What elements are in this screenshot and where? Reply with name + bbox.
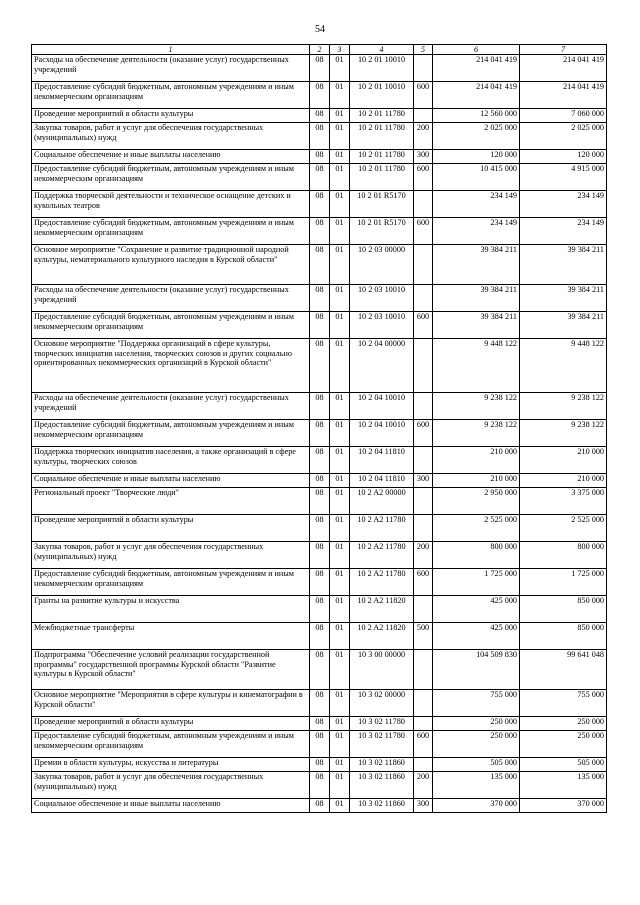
amount-col7: 210 000 bbox=[520, 447, 607, 474]
amount-col6: 39 384 211 bbox=[433, 245, 520, 285]
subsection-code: 01 bbox=[330, 218, 350, 245]
expense-type-code: 200 bbox=[414, 772, 433, 799]
amount-col6: 234 149 bbox=[433, 218, 520, 245]
amount-col7: 214 041 419 bbox=[520, 82, 607, 109]
column-number: 2 bbox=[310, 45, 330, 55]
amount-col7: 99 641 048 bbox=[520, 650, 607, 690]
subsection-code: 01 bbox=[330, 82, 350, 109]
amount-col7: 2 525 000 bbox=[520, 515, 607, 542]
expense-type-code: 600 bbox=[414, 218, 433, 245]
row-name: Предоставление субсидий бюджетным, автономным учреждениям и иным некоммерческим организациям bbox=[32, 218, 310, 245]
row-name: Межбюджетные трансферты bbox=[32, 623, 310, 650]
amount-col6: 9 448 122 bbox=[433, 339, 520, 393]
amount-col6: 104 509 830 bbox=[433, 650, 520, 690]
amount-col7: 755 000 bbox=[520, 690, 607, 717]
target-article-code: 10 2 A2 11780 bbox=[350, 515, 414, 542]
table-row bbox=[32, 474, 607, 488]
target-article-code: 10 2 04 11810 bbox=[350, 447, 414, 474]
target-article-code: 10 2 A2 11780 bbox=[350, 569, 414, 596]
row-name: Расходы на обеспечение деятельности (оказание услуг) государственных учреждений bbox=[32, 285, 310, 312]
amount-col6: 425 000 bbox=[433, 596, 520, 623]
section-code: 08 bbox=[310, 55, 330, 82]
expense-type-code bbox=[414, 55, 433, 82]
amount-col6: 2 950 000 bbox=[433, 488, 520, 515]
row-name: Проведение мероприятий в области культуры bbox=[32, 515, 310, 542]
section-code: 08 bbox=[310, 690, 330, 717]
table-row bbox=[32, 515, 607, 542]
subsection-code: 01 bbox=[330, 191, 350, 218]
amount-col7: 850 000 bbox=[520, 623, 607, 650]
amount-col6: 9 238 122 bbox=[433, 393, 520, 420]
subsection-code: 01 bbox=[330, 623, 350, 650]
section-code: 08 bbox=[310, 772, 330, 799]
table-row bbox=[32, 339, 607, 393]
table-row bbox=[32, 245, 607, 285]
amount-col6: 214 041 419 bbox=[433, 82, 520, 109]
amount-col7: 39 384 211 bbox=[520, 312, 607, 339]
row-name: Закупка товаров, работ и услуг для обеспечения государственных (муниципальных) нужд bbox=[32, 542, 310, 569]
expense-type-code bbox=[414, 650, 433, 690]
amount-col6: 1 725 000 bbox=[433, 569, 520, 596]
table-row bbox=[32, 488, 607, 515]
section-code: 08 bbox=[310, 420, 330, 447]
expense-type-code bbox=[414, 109, 433, 123]
target-article-code: 10 3 02 00000 bbox=[350, 690, 414, 717]
target-article-code: 10 3 02 11780 bbox=[350, 717, 414, 731]
amount-col7: 250 000 bbox=[520, 731, 607, 758]
target-article-code: 10 3 02 11860 bbox=[350, 772, 414, 799]
row-name: Региональный проект "Творческие люди" bbox=[32, 488, 310, 515]
section-code: 08 bbox=[310, 312, 330, 339]
target-article-code: 10 2 01 11780 bbox=[350, 109, 414, 123]
section-code: 08 bbox=[310, 515, 330, 542]
subsection-code: 01 bbox=[330, 650, 350, 690]
table-row bbox=[32, 109, 607, 123]
section-code: 08 bbox=[310, 339, 330, 393]
table-row bbox=[32, 82, 607, 109]
row-name: Предоставление субсидий бюджетным, автономным учреждениям и иным некоммерческим организациям bbox=[32, 312, 310, 339]
table-row bbox=[32, 650, 607, 690]
target-article-code: 10 2 A2 11780 bbox=[350, 542, 414, 569]
expense-type-code bbox=[414, 245, 433, 285]
expense-type-code: 300 bbox=[414, 150, 433, 164]
amount-col6: 2 525 000 bbox=[433, 515, 520, 542]
subsection-code: 01 bbox=[330, 393, 350, 420]
subsection-code: 01 bbox=[330, 569, 350, 596]
expense-type-code: 200 bbox=[414, 542, 433, 569]
expense-type-code bbox=[414, 758, 433, 772]
section-code: 08 bbox=[310, 164, 330, 191]
subsection-code: 01 bbox=[330, 312, 350, 339]
row-name: Закупка товаров, работ и услуг для обеспечения государственных (муниципальных) нужд bbox=[32, 123, 310, 150]
table-row bbox=[32, 191, 607, 218]
subsection-code: 01 bbox=[330, 596, 350, 623]
row-name: Закупка товаров, работ и услуг для обеспечения государственных (муниципальных) нужд bbox=[32, 772, 310, 799]
column-number: 3 bbox=[330, 45, 350, 55]
amount-col6: 234 149 bbox=[433, 191, 520, 218]
section-code: 08 bbox=[310, 650, 330, 690]
target-article-code: 10 2 01 10010 bbox=[350, 82, 414, 109]
target-article-code: 10 3 02 11860 bbox=[350, 758, 414, 772]
amount-col6: 250 000 bbox=[433, 717, 520, 731]
target-article-code: 10 2 01 11780 bbox=[350, 164, 414, 191]
row-name: Социальное обеспечение и иные выплаты населению bbox=[32, 474, 310, 488]
table-row bbox=[32, 447, 607, 474]
row-name: Гранты на развитие культуры и искусства bbox=[32, 596, 310, 623]
amount-col6: 120 000 bbox=[433, 150, 520, 164]
table-row bbox=[32, 758, 607, 772]
subsection-code: 01 bbox=[330, 447, 350, 474]
section-code: 08 bbox=[310, 447, 330, 474]
column-number: 4 bbox=[350, 45, 414, 55]
row-name: Предоставление субсидий бюджетным, автономным учреждениям и иным некоммерческим организациям bbox=[32, 164, 310, 191]
target-article-code: 10 2 01 11780 bbox=[350, 123, 414, 150]
target-article-code: 10 2 03 10010 bbox=[350, 312, 414, 339]
table-row bbox=[32, 731, 607, 758]
section-code: 08 bbox=[310, 717, 330, 731]
section-code: 08 bbox=[310, 393, 330, 420]
subsection-code: 01 bbox=[330, 758, 350, 772]
section-code: 08 bbox=[310, 799, 330, 813]
section-code: 08 bbox=[310, 488, 330, 515]
subsection-code: 01 bbox=[330, 55, 350, 82]
subsection-code: 01 bbox=[330, 542, 350, 569]
column-number: 1 bbox=[32, 45, 310, 55]
row-name: Основное мероприятие "Мероприятия в сфере культуры и кинематографии в Курской области" bbox=[32, 690, 310, 717]
amount-col6: 210 000 bbox=[433, 447, 520, 474]
table-row bbox=[32, 164, 607, 191]
expense-type-code: 200 bbox=[414, 123, 433, 150]
section-code: 08 bbox=[310, 758, 330, 772]
amount-col7: 39 384 211 bbox=[520, 245, 607, 285]
expense-type-code bbox=[414, 447, 433, 474]
table-row bbox=[32, 150, 607, 164]
amount-col7: 850 000 bbox=[520, 596, 607, 623]
target-article-code: 10 3 00 00000 bbox=[350, 650, 414, 690]
amount-col7: 210 000 bbox=[520, 474, 607, 488]
expense-type-code bbox=[414, 596, 433, 623]
subsection-code: 01 bbox=[330, 285, 350, 312]
subsection-code: 01 bbox=[330, 772, 350, 799]
amount-col6: 800 000 bbox=[433, 542, 520, 569]
row-name: Предоставление субсидий бюджетным, автономным учреждениям и иным некоммерческим организациям bbox=[32, 420, 310, 447]
expense-type-code: 300 bbox=[414, 799, 433, 813]
table-row bbox=[32, 717, 607, 731]
section-code: 08 bbox=[310, 285, 330, 312]
subsection-code: 01 bbox=[330, 123, 350, 150]
amount-col6: 214 041 419 bbox=[433, 55, 520, 82]
row-name: Основное мероприятие "Сохранение и развитие традиционной народной культуры, нематериального культурного наследия в Курской области" bbox=[32, 245, 310, 285]
table-row bbox=[32, 542, 607, 569]
subsection-code: 01 bbox=[330, 690, 350, 717]
expense-type-code: 500 bbox=[414, 623, 433, 650]
expense-type-code bbox=[414, 690, 433, 717]
table-row bbox=[32, 690, 607, 717]
amount-col7: 505 000 bbox=[520, 758, 607, 772]
expense-type-code: 600 bbox=[414, 164, 433, 191]
target-article-code: 10 2 A2 11820 bbox=[350, 596, 414, 623]
row-name: Предоставление субсидий бюджетным, автономным учреждениям и иным некоммерческим организациям bbox=[32, 731, 310, 758]
amount-col7: 135 000 bbox=[520, 772, 607, 799]
row-name: Социальное обеспечение и иные выплаты населению bbox=[32, 799, 310, 813]
target-article-code: 10 3 02 11780 bbox=[350, 731, 414, 758]
amount-col7: 234 149 bbox=[520, 191, 607, 218]
expense-type-code: 600 bbox=[414, 312, 433, 339]
subsection-code: 01 bbox=[330, 245, 350, 285]
column-number: 6 bbox=[433, 45, 520, 55]
table-row bbox=[32, 623, 607, 650]
amount-col6: 210 000 bbox=[433, 474, 520, 488]
section-code: 08 bbox=[310, 623, 330, 650]
amount-col7: 9 238 122 bbox=[520, 393, 607, 420]
amount-col6: 39 384 211 bbox=[433, 285, 520, 312]
subsection-code: 01 bbox=[330, 339, 350, 393]
amount-col6: 39 384 211 bbox=[433, 312, 520, 339]
amount-col7: 800 000 bbox=[520, 542, 607, 569]
expense-type-code bbox=[414, 717, 433, 731]
section-code: 08 bbox=[310, 569, 330, 596]
amount-col6: 2 025 000 bbox=[433, 123, 520, 150]
amount-col6: 12 560 000 bbox=[433, 109, 520, 123]
section-code: 08 bbox=[310, 109, 330, 123]
expense-type-code bbox=[414, 339, 433, 393]
row-name: Расходы на обеспечение деятельности (оказание услуг) государственных учреждений bbox=[32, 393, 310, 420]
section-code: 08 bbox=[310, 191, 330, 218]
subsection-code: 01 bbox=[330, 150, 350, 164]
amount-col7: 120 000 bbox=[520, 150, 607, 164]
amount-col6: 250 000 bbox=[433, 731, 520, 758]
amount-col7: 9 448 122 bbox=[520, 339, 607, 393]
section-code: 08 bbox=[310, 82, 330, 109]
expense-type-code bbox=[414, 285, 433, 312]
subsection-code: 01 bbox=[330, 420, 350, 447]
amount-col6: 425 000 bbox=[433, 623, 520, 650]
expense-type-code: 600 bbox=[414, 731, 433, 758]
target-article-code: 10 2 01 10010 bbox=[350, 55, 414, 82]
target-article-code: 10 2 04 11810 bbox=[350, 474, 414, 488]
row-name: Проведение мероприятий в области культуры bbox=[32, 717, 310, 731]
row-name: Социальное обеспечение и иные выплаты населению bbox=[32, 150, 310, 164]
row-name: Премии в области культуры, искусства и литературы bbox=[32, 758, 310, 772]
expense-type-code: 600 bbox=[414, 420, 433, 447]
table-row bbox=[32, 393, 607, 420]
section-code: 08 bbox=[310, 474, 330, 488]
amount-col7: 370 000 bbox=[520, 799, 607, 813]
expense-type-code: 600 bbox=[414, 82, 433, 109]
section-code: 08 bbox=[310, 123, 330, 150]
target-article-code: 10 2 03 10010 bbox=[350, 285, 414, 312]
amount-col6: 505 000 bbox=[433, 758, 520, 772]
row-name: Подпрограмма "Обеспечение условий реализации государственной программы" государственной программы Курской области "Развитие культуры в Курской области" bbox=[32, 650, 310, 690]
row-name: Расходы на обеспечение деятельности (оказание услуг) государственных учреждений bbox=[32, 55, 310, 82]
table-row bbox=[32, 772, 607, 799]
table-row bbox=[32, 312, 607, 339]
target-article-code: 10 2 04 10010 bbox=[350, 420, 414, 447]
expense-type-code bbox=[414, 515, 433, 542]
column-number: 7 bbox=[520, 45, 607, 55]
amount-col7: 4 915 000 bbox=[520, 164, 607, 191]
section-code: 08 bbox=[310, 218, 330, 245]
row-name: Поддержка творческих инициатив населения, а также организаций в сфере культуры, творческих союзов bbox=[32, 447, 310, 474]
target-article-code: 10 2 03 00000 bbox=[350, 245, 414, 285]
target-article-code: 10 2 A2 00000 bbox=[350, 488, 414, 515]
section-code: 08 bbox=[310, 245, 330, 285]
expense-type-code: 600 bbox=[414, 569, 433, 596]
amount-col6: 370 000 bbox=[433, 799, 520, 813]
amount-col7: 234 149 bbox=[520, 218, 607, 245]
amount-col7: 2 025 000 bbox=[520, 123, 607, 150]
target-article-code: 10 2 04 00000 bbox=[350, 339, 414, 393]
expense-type-code bbox=[414, 393, 433, 420]
amount-col7: 9 238 122 bbox=[520, 420, 607, 447]
target-article-code: 10 2 01 R5170 bbox=[350, 191, 414, 218]
table-body bbox=[32, 45, 607, 813]
target-article-code: 10 2 04 10010 bbox=[350, 393, 414, 420]
row-name: Поддержка творческой деятельности и техническое оснащение детских и кукольных театров bbox=[32, 191, 310, 218]
section-code: 08 bbox=[310, 150, 330, 164]
table-row bbox=[32, 569, 607, 596]
target-article-code: 10 2 01 R5170 bbox=[350, 218, 414, 245]
column-number-row bbox=[32, 45, 607, 55]
budget-table bbox=[31, 44, 607, 813]
section-code: 08 bbox=[310, 596, 330, 623]
row-name: Предоставление субсидий бюджетным, автономным учреждениям и иным некоммерческим организациям bbox=[32, 569, 310, 596]
expense-type-code bbox=[414, 191, 433, 218]
table-row bbox=[32, 218, 607, 245]
amount-col7: 39 384 211 bbox=[520, 285, 607, 312]
expense-type-code: 300 bbox=[414, 474, 433, 488]
amount-col6: 755 000 bbox=[433, 690, 520, 717]
subsection-code: 01 bbox=[330, 515, 350, 542]
table-row bbox=[32, 55, 607, 82]
subsection-code: 01 bbox=[330, 164, 350, 191]
table-row bbox=[32, 420, 607, 447]
amount-col7: 250 000 bbox=[520, 717, 607, 731]
subsection-code: 01 bbox=[330, 109, 350, 123]
target-article-code: 10 2 A2 11820 bbox=[350, 623, 414, 650]
subsection-code: 01 bbox=[330, 799, 350, 813]
section-code: 08 bbox=[310, 731, 330, 758]
amount-col7: 214 041 419 bbox=[520, 55, 607, 82]
column-number: 5 bbox=[414, 45, 433, 55]
amount-col7: 7 060 000 bbox=[520, 109, 607, 123]
row-name: Предоставление субсидий бюджетным, автономным учреждениям и иным некоммерческим организациям bbox=[32, 82, 310, 109]
table-row bbox=[32, 799, 607, 813]
table-row bbox=[32, 123, 607, 150]
subsection-code: 01 bbox=[330, 488, 350, 515]
subsection-code: 01 bbox=[330, 717, 350, 731]
section-code: 08 bbox=[310, 542, 330, 569]
row-name: Проведение мероприятий в области культуры bbox=[32, 109, 310, 123]
expense-type-code bbox=[414, 488, 433, 515]
target-article-code: 10 2 01 11780 bbox=[350, 150, 414, 164]
row-name: Основное мероприятие "Поддержка организаций в сфере культуры, творческих инициатив населения, творческих союзов и других социально ориентированных некоммерческих организаций в Курской области" bbox=[32, 339, 310, 393]
subsection-code: 01 bbox=[330, 474, 350, 488]
table-row bbox=[32, 285, 607, 312]
amount-col6: 9 238 122 bbox=[433, 420, 520, 447]
table-row bbox=[32, 596, 607, 623]
amount-col7: 1 725 000 bbox=[520, 569, 607, 596]
amount-col6: 135 000 bbox=[433, 772, 520, 799]
amount-col7: 3 375 000 bbox=[520, 488, 607, 515]
target-article-code: 10 3 02 11860 bbox=[350, 799, 414, 813]
amount-col6: 10 415 000 bbox=[433, 164, 520, 191]
subsection-code: 01 bbox=[330, 731, 350, 758]
page-number: 54 bbox=[315, 24, 325, 35]
